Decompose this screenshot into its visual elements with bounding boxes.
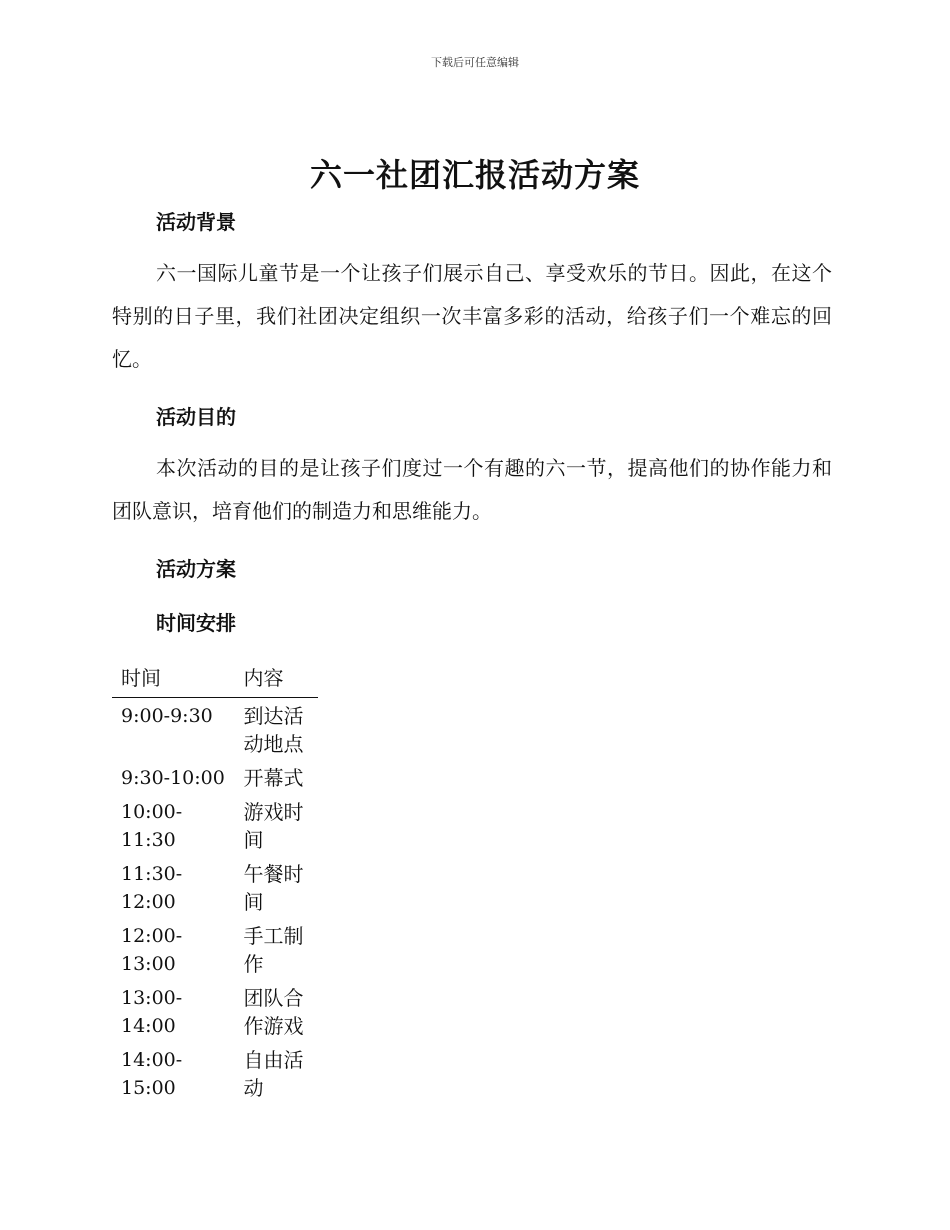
content-cell: 开幕式 [243, 766, 304, 790]
table-row [112, 1042, 318, 1104]
time-cell: 11:30-12:00 [121, 863, 183, 913]
table-row [112, 856, 318, 918]
time-cell: 14:00-15:00 [121, 1049, 183, 1099]
content-cell: 午餐时间 [243, 862, 304, 914]
content-cell: 游戏时间 [243, 800, 304, 852]
column-header-content: 内容 [235, 662, 318, 698]
table-row [112, 760, 318, 794]
page-header-note: 下载后可任意编辑 [431, 56, 519, 69]
schedule-table [112, 662, 318, 1104]
section-heading-schedule: 时间安排 [156, 611, 236, 635]
table-row [112, 698, 318, 761]
section-heading-background: 活动背景 [156, 210, 236, 234]
content-cell: 手工制作 [243, 924, 304, 976]
time-cell: 13:00-14:00 [121, 987, 183, 1037]
content-cell: 到达活动地点 [243, 704, 304, 756]
document-title: 六一社团汇报活动方案 [309, 156, 640, 194]
section-heading-purpose: 活动目的 [156, 405, 236, 429]
table-row [112, 918, 318, 980]
time-cell: 12:00-13:00 [121, 925, 183, 975]
time-cell: 9:00-9:30 [121, 705, 213, 727]
paragraph-background: 六一国际儿童节是一个让孩子们展示自己、享受欢乐的节日。因此，在这个特别的日子里，我们社团决定组织一次丰富多彩的活动，给孩子们一个难忘的回忆。 [112, 261, 832, 371]
time-cell: 10:00-11:30 [121, 801, 183, 851]
schedule-header-row [112, 662, 318, 698]
content-cell: 团队合作游戏 [243, 986, 304, 1038]
column-header-time: 时间 [112, 662, 235, 698]
paragraph-purpose: 本次活动的目的是让孩子们度过一个有趣的六一节，提高他们的协作能力和团队意识，培育他们的制造力和思维能力。 [112, 456, 832, 523]
section-heading-plan: 活动方案 [156, 557, 236, 581]
table-row [112, 794, 318, 856]
time-cell: 9:30-10:00 [121, 767, 225, 789]
table-row [112, 980, 318, 1042]
content-cell: 自由活动 [243, 1048, 304, 1100]
